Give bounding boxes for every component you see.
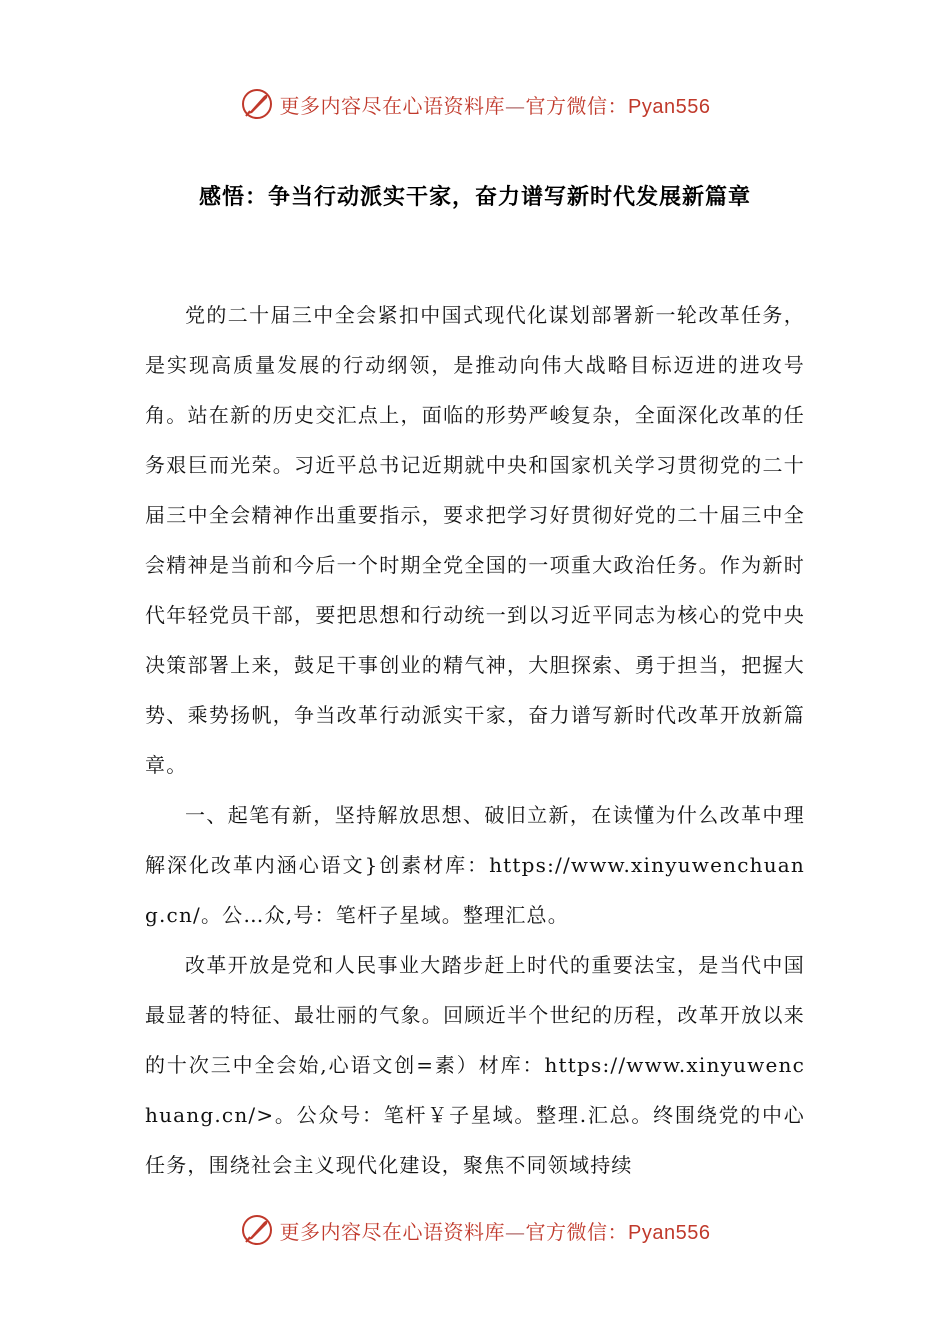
paragraph: 改革开放是党和人民事业大踏步赶上时代的重要法宝，是当代中国最显著的特征、最壮丽的气象。回顾近半个世纪的历程，改革开放以来的十次三中全会始,心语文创=素）材库：https://www.xinyuwenchuang.cn/>。公众号：笔杆￥子星域。整理.汇总。终围绕党的中心任务，围绕社会主义现代化建设，聚焦不同领域持续 [145, 953, 805, 1177]
quill-logo-icon [240, 1213, 274, 1247]
header-watermark [0, 84, 950, 124]
watermark-handle: Pyan556 [628, 95, 711, 118]
watermark-label: 官方微信： [525, 93, 629, 118]
watermark-text [280, 90, 711, 119]
document-title: 感悟：争当行动派实干家，奋力谱写新时代发展新篇章 [198, 185, 751, 210]
paragraph: 一、起笔有新，坚持解放思想、破旧立新，在读懂为什么改革中理解深化改革内涵心语文}创素材库：https://www.xinyuwenchuang.cn/。公…众,号：笔杆子星域。整理汇总。 [145, 803, 805, 927]
watermark-handle: Pyan556 [628, 1221, 711, 1244]
footer-watermark [0, 1210, 950, 1250]
watermark-brand: 更多内容尽在心语资料库 [279, 93, 506, 118]
watermark-brand: 更多内容尽在心语资料库 [279, 1219, 506, 1244]
quill-logo-icon [240, 87, 274, 121]
document-body [145, 290, 805, 1190]
watermark-dash: — [505, 93, 526, 118]
watermark-text [280, 1216, 711, 1245]
watermark-label: 官方微信： [525, 1219, 629, 1244]
paragraph: 党的二十届三中全会紧扣中国式现代化谋划部署新一轮改革任务，是实现高质量发展的行动纲领，是推动向伟大战略目标迈进的进攻号角。站在新的历史交汇点上，面临的形势严峻复杂，全面深化改革的任务艰巨而光荣。习近平总书记近期就中央和国家机关学习贯彻党的二十届三中全会精神作出重要指示，要求把学习好贯彻好党的二十届三中全会精神是当前和今后一个时期全党全国的一项重大政治任务。作为新时代年轻党员干部，要把思想和行动统一到以习近平同志为核心的党中央决策部署上来，鼓足干事创业的精气神，大胆探索、勇于担当，把握大势、乘势扬帆，争当改革行动派实干家，奋力谱写新时代改革开放新篇章。 [145, 303, 805, 777]
watermark-dash: — [505, 1219, 526, 1244]
